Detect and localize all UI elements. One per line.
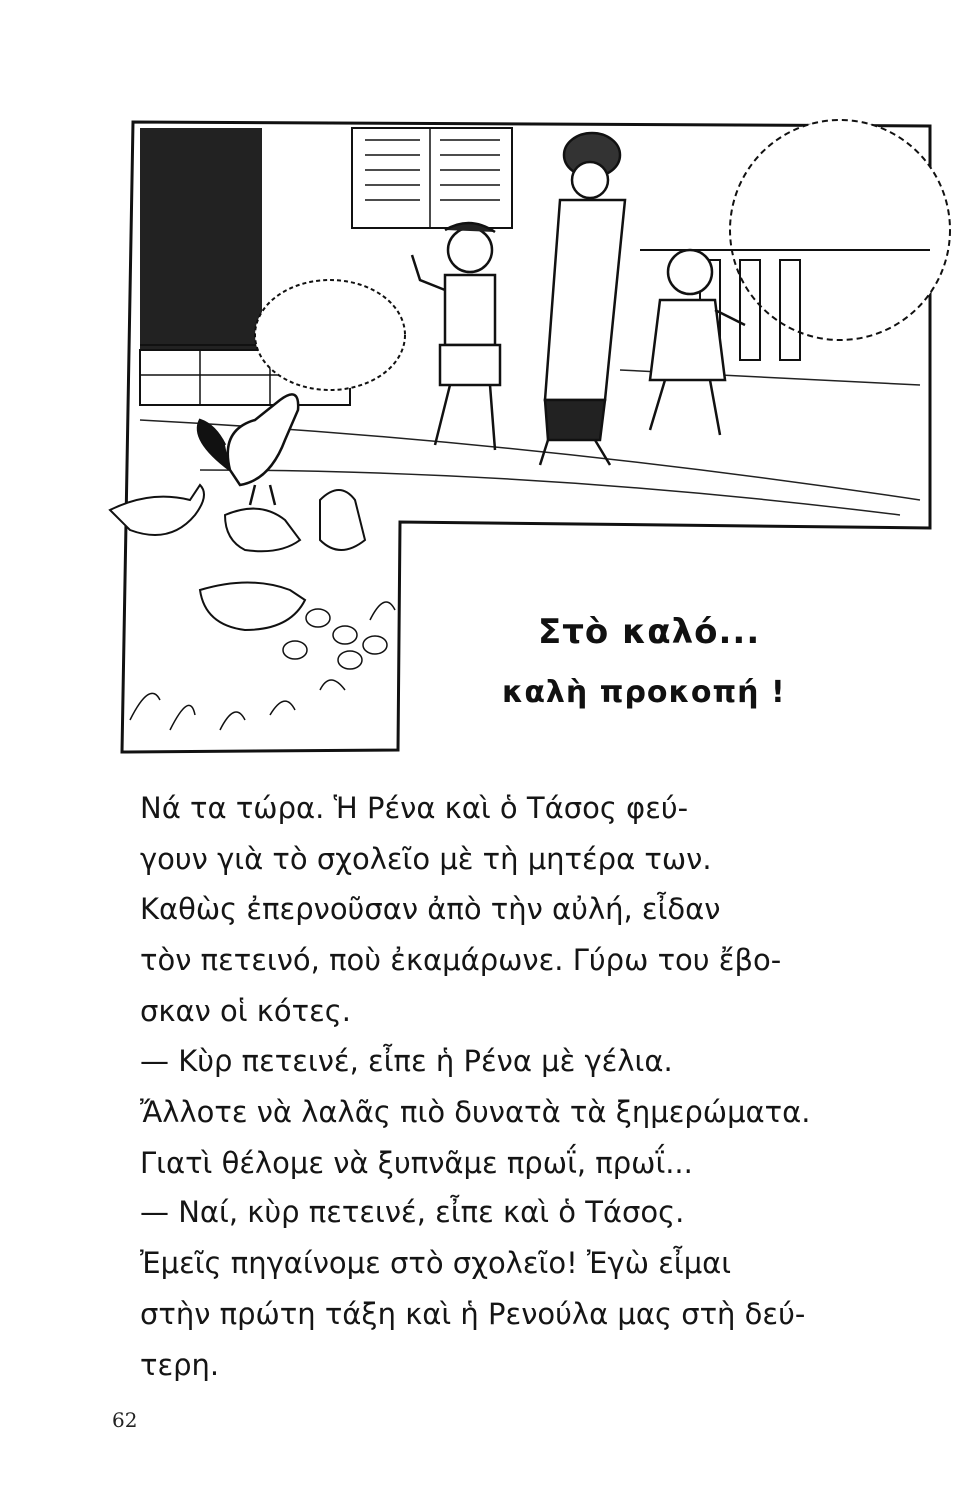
story-title-line-2: καλὴ προκοπή ! [502, 675, 786, 710]
text-line: Γιατὶ θέλομε νὰ ξυπνᾶμε πρωΐ, πρωΐ... [140, 1146, 693, 1180]
text-line: — Ναί, κὺρ πετεινέ, εἶπε καὶ ὁ Τάσος. [140, 1195, 685, 1229]
story-title-line-1: Στὸ καλό... [538, 612, 761, 652]
text-line: γουν γιὰ τὸ σχολεῖο μὲ τὴ μητέρα των. [140, 842, 712, 876]
text-line: στὴν πρώτη τάξη καὶ ἡ Ρενούλα μας στὴ δεύ- [140, 1297, 806, 1331]
paragraph [140, 1036, 895, 1189]
text-line: τερη. [140, 1348, 220, 1382]
text-line: τὸν πετεινό, ποὺ ἐκαμάρωνε. Γύρω του ἔβο- [140, 943, 782, 977]
text-line: Ἐμεῖς πηγαίνομε στὸ σχολεῖο! Ἐγὼ εἶμαι [140, 1246, 732, 1280]
text-line: Καθὼς ἐπερνοῦσαν ἀπὸ τὴν αὐλή, εἶδαν [140, 892, 721, 926]
text-line: Ἄλλοτε νὰ λαλᾶς πιὸ δυνατὰ τὰ ξημερώματα. [140, 1095, 811, 1129]
paragraph [140, 1187, 895, 1391]
paragraph [140, 884, 895, 1037]
page-number: 62 [112, 1408, 138, 1432]
text-line: Νά τα τώρα. Ἡ Ρένα καὶ ὁ Τάσος φεύ- [140, 791, 689, 825]
paragraph [140, 783, 895, 885]
text-line: σκαν οἱ κότες. [140, 994, 351, 1028]
text-line: — Κὺρ πετεινέ, εἶπε ἡ Ρένα μὲ γέλια. [140, 1044, 673, 1078]
